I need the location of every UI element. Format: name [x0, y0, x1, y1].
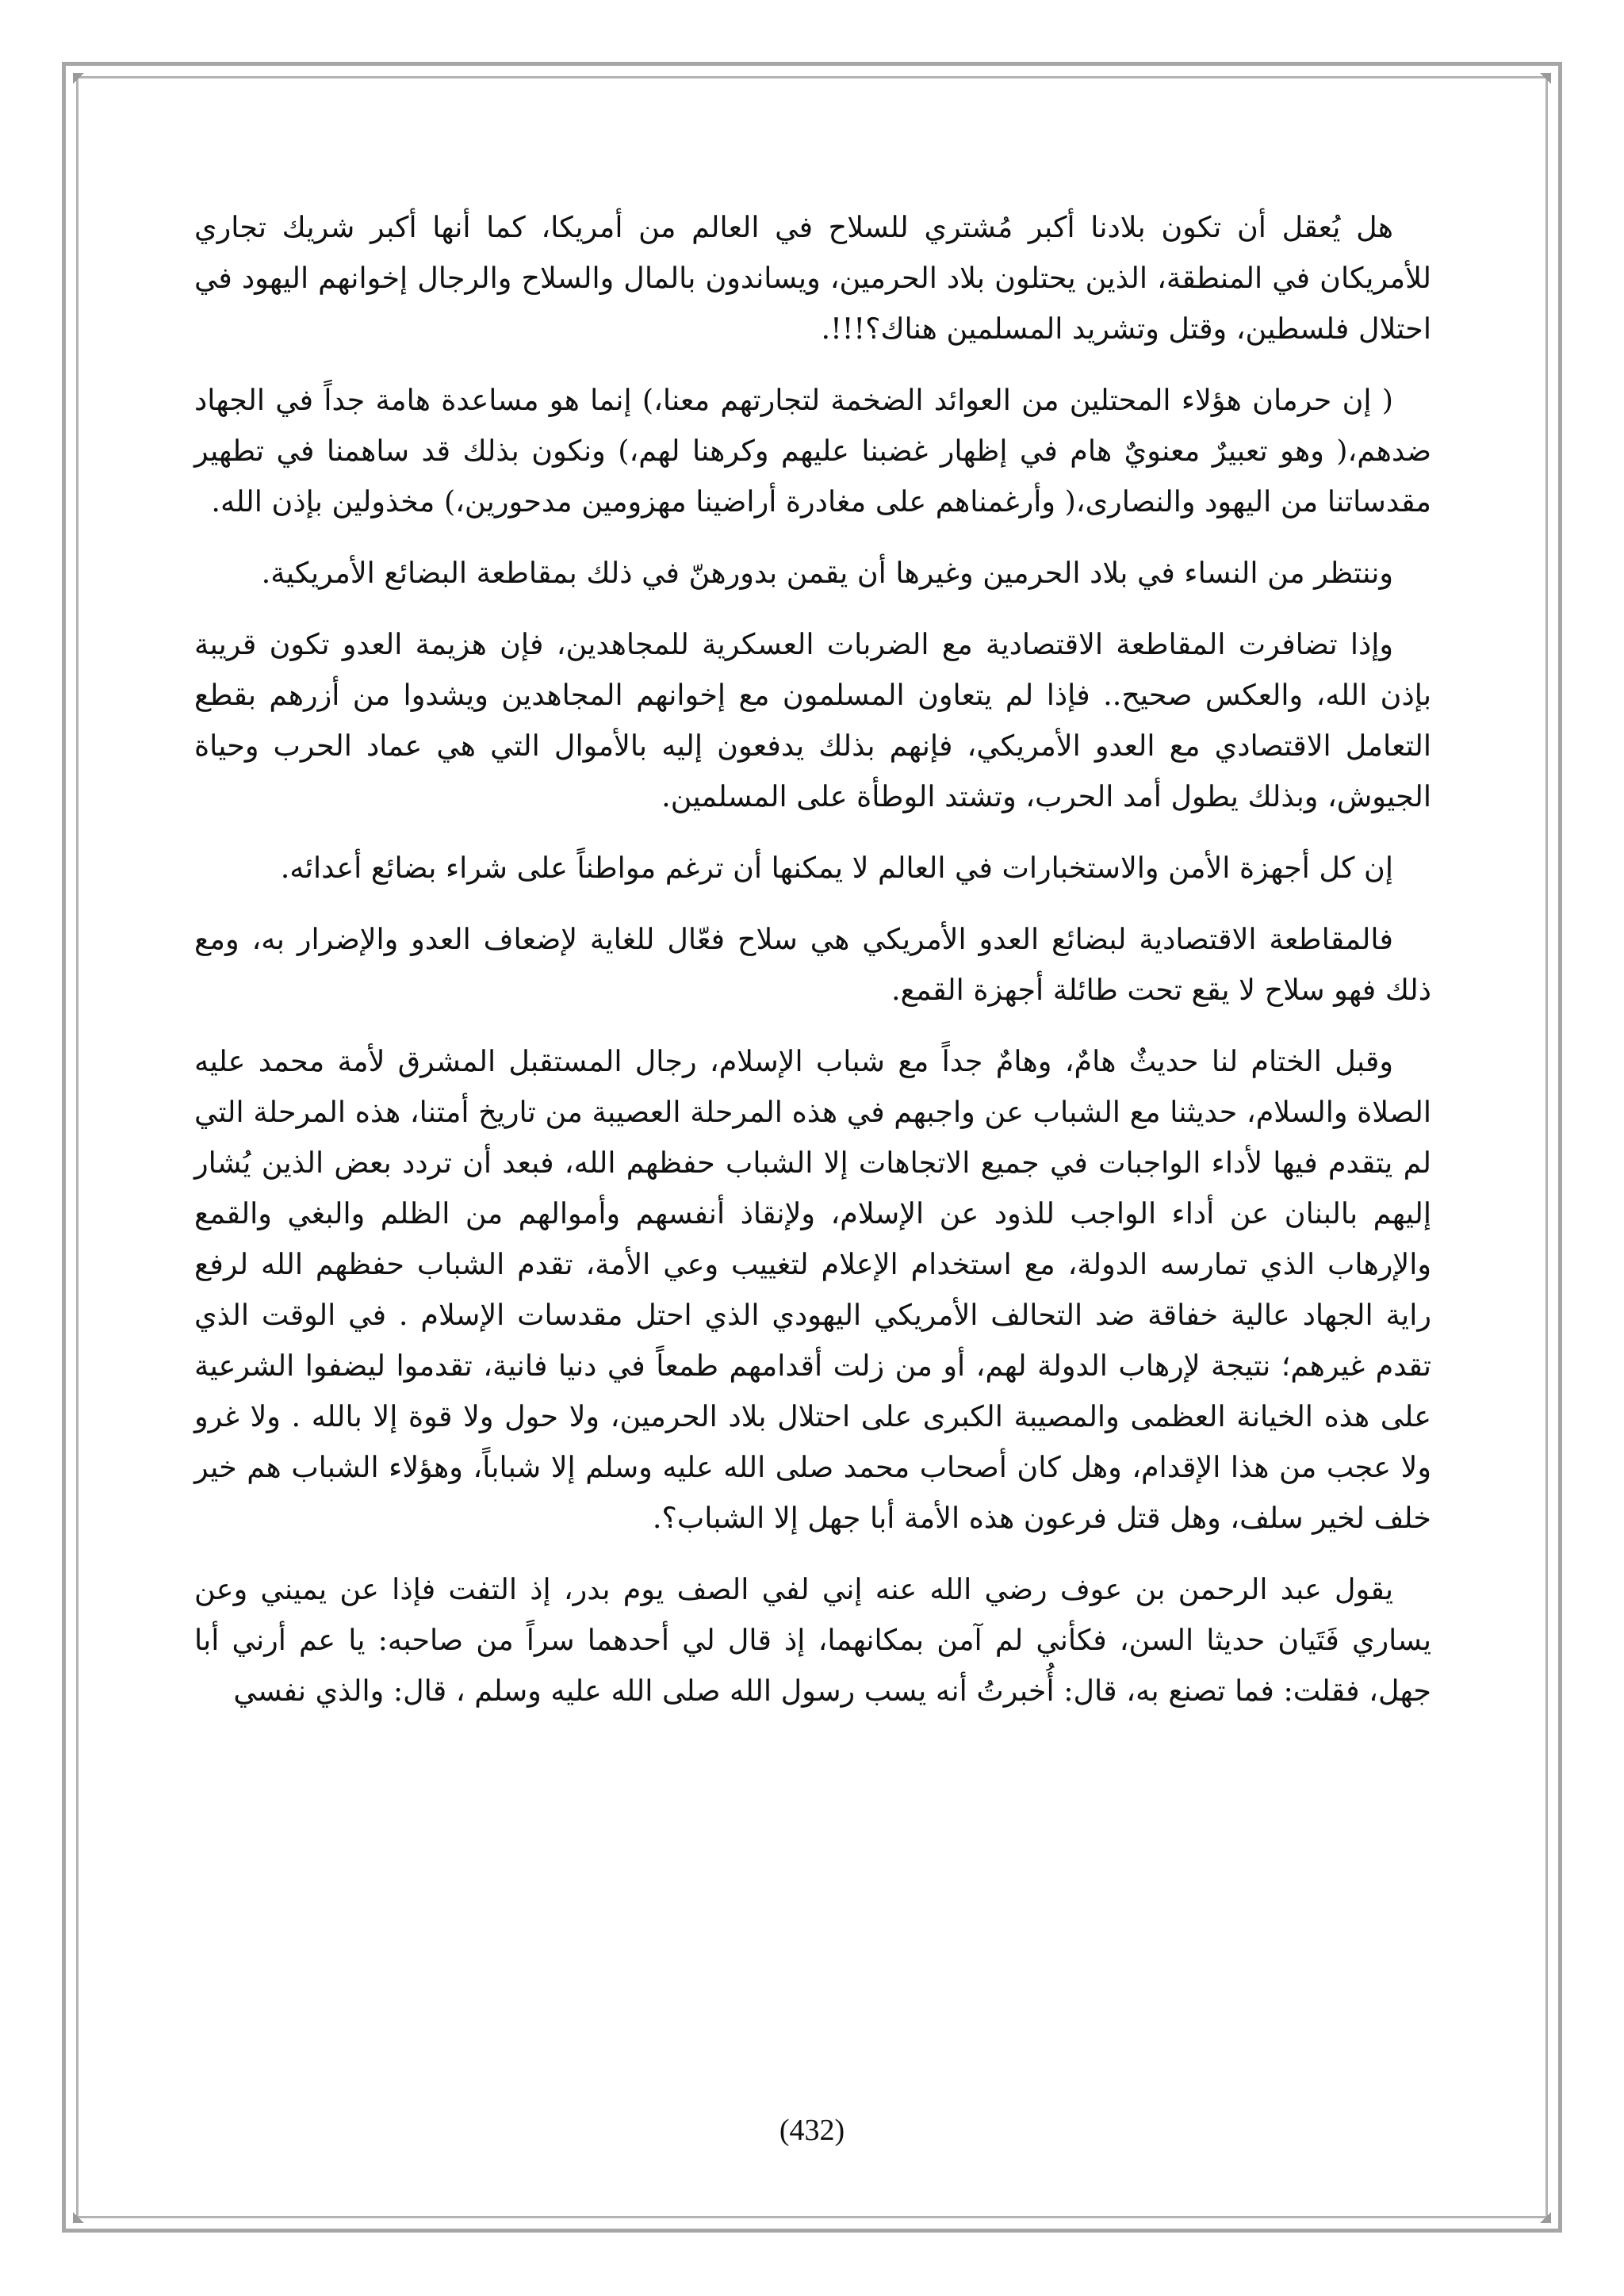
paragraph-6: فالمقاطعة الاقتصادية لبضائع العدو الأمريكي هي سلاح فعّال للغاية لإضعاف العدو والإضرار به، ومع ذلك فهو سلاح لا يقع تحت طائلة أجهزة القمع. [194, 922, 1431, 1007]
paragraph-2: ( إن حرمان هؤلاء المحتلين من العوائد الضخمة لتجارتهم معنا،) إنما هو مساعدة هامة جداً في الجهاد ضدهم،( وهو تعبيرٌ معنويٌ هام في إظهار غضبنا عليهم وكرهنا لهم،) ونكون بذلك قد ساهمنا في تطهير مقدساتنا من اليهود والنصارى،( وأرغمناهم على مغادرة أراضينا مهزومين مدحورين،) مخذولين بإذن الله. [194, 383, 1431, 519]
paragraph-4: وإذا تضافرت المقاطعة الاقتصادية مع الضربات العسكرية للمجاهدين، فإن هزيمة العدو تكون قريبة بإذن الله، والعكس صحيح.. فإذا لم يتعاون المسلمون مع إخوانهم المجاهدين ويشدوا من أزرهم بقطع التعامل الاقتصادي مع العدو الأمريكي، فإنهم بذلك يدفعون إليه بالأموال التي هي عماد الحرب وحياة الجيوش، وبذلك يطول أمد الحرب، وتشتد الوطأة على المسلمين. [194, 627, 1431, 813]
corner-ornament-bottom-right [1540, 2212, 1551, 2223]
paragraph-1: هل يُعقل أن تكون بلادنا أكبر مُشتري للسلاح في العالم من أمريكا، كما أنها أكبر شريك تجاري للأمريكان في المنطقة، الذين يحتلون بلاد الحرمين، ويساندون بالمال والسلاح والرجال إخوانهم اليهود في احتلال فلسطين، وقتل وتشريد المسلمين هناك؟!!!. [194, 210, 1431, 346]
corner-ornament-bottom-left [73, 2212, 84, 2223]
paragraph-7: وقبل الختام لنا حديثٌ هامٌ، وهامٌ جداً مع شباب الإسلام، رجال المستقبل المشرق لأمة محمد عليه الصلاة والسلام، حديثنا مع الشباب عن واجبهم في هذه المرحلة العصيبة من تاريخ أمتنا، هذه المرحلة التي لم يتقدم فيها لأداء الواجبات في جميع الاتجاهات إلا الشباب حفظهم الله، فبعد أن تردد بعض الذين يُشار إليهم بالبنان عن أداء الواجب للذود عن الإسلام، ولإنقاذ أنفسهم وأموالهم من الظلم والبغي والقمع والإرهاب الذي تمارسه الدولة، مع استخدام الإعلام لتغييب وعي الأمة، تقدم الشباب حفظهم الله لرفع راية الجهاد عالية خفاقة ضد التحالف الأمريكي اليهودي الذي احتل مقدسات الإسلام . في الوقت الذي تقدم غيرهم؛ نتيجة لإرهاب الدولة لهم، أو من زلت أقدامهم طمعاً في دنيا فانية، تقدموا ليضفوا الشرعية على هذه الخيانة العظمى والمصيبة الكبرى على احتلال بلاد الحرمين، ولا حول ولا قوة إلا بالله . ولا غرو ولا عجب من هذا الإقدام، وهل كان أصحاب محمد صلى الله عليه وسلم إلا شباباً، وهؤلاء الشباب هم خير خلف لخير سلف، وهل قتل فرعون هذه الأمة أبا جهل إلا الشباب؟. [194, 1044, 1431, 1535]
paragraph-8: يقول عبد الرحمن بن عوف رضي الله عنه إني لفي الصف يوم بدر، إذ التفت فإذا عن يميني وعن يساري فَتَيان حديثا السن، فكأني لم آمن بمكانهما، إذ قال لي أحدهما سراً من صاحبه: يا عم أرني أبا جهل، فقلت: فما تصنع به، قال: أُخبرتُ أنه يسب رسول الله صلى الله عليه وسلم ، قال: والذي نفسي [194, 1572, 1431, 1708]
corner-ornament-top-left [73, 73, 84, 84]
paragraph-5: إن كل أجهزة الأمن والاستخبارات في العالم لا يمكنها أن ترغم مواطناً على شراء بضائع أعدائه. [280, 851, 1393, 885]
document-body [194, 202, 1431, 1737]
paragraph-3: وننتظر من النساء في بلاد الحرمين وغيرها أن يقمن بدورهنّ في ذلك بمقاطعة البضائع الأمريكية. [261, 556, 1393, 590]
page-number: (432) [779, 2114, 845, 2147]
corner-ornament-top-right [1540, 73, 1551, 84]
